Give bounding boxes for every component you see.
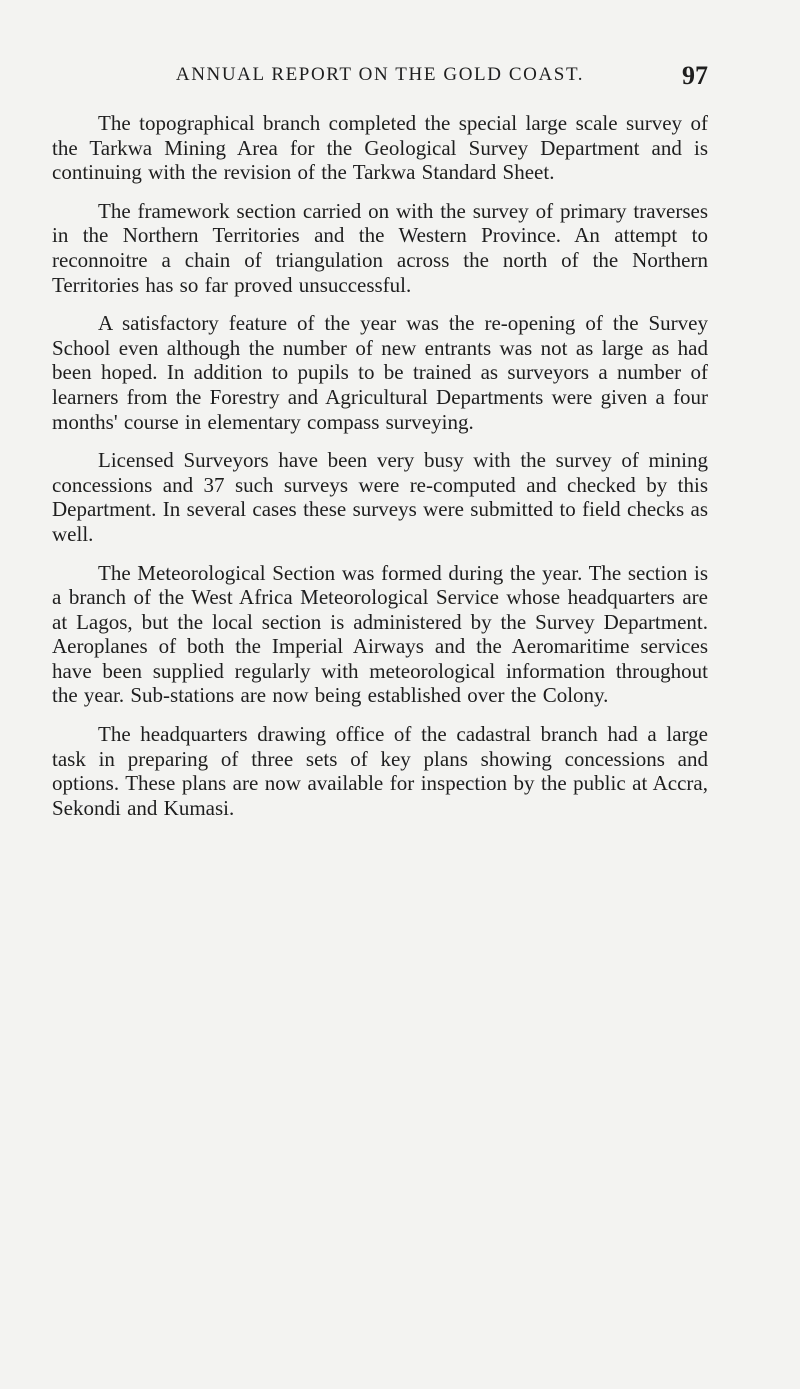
paragraph-drawing-office: The headquarters drawing office of the cadastral branch had a large task in preparing of three sets of key plans showing concessions and options. These plans are now available for inspection by the public at Accra, Sekondi and Kumasi. [52, 722, 708, 820]
running-header [52, 61, 708, 94]
paragraph-meteorological-section: The Meteorological Section was formed during the year. The section is a branch of the West Africa Meteorological Service whose headquarters are at Lagos, but the local section is administered by the Survey Department. Aeroplanes of both the Imperial Airways and the Aeromaritime services have been supplied regularly with meteorological information throughout the year. Sub-stations are now being established over the Colony. [52, 560, 708, 708]
paragraph-framework-section: The framework section carried on with the survey of primary traverses in the Northern Territories and the Western Province. An attempt to reconnoitre a chain of triangulation across the north of the Northern Territories has so far proved unsuccessful. [52, 198, 708, 297]
paragraph-survey-school: A satisfactory feature of the year was the re-opening of the Survey School even although the number of new entrants was not as large as had been hoped. In addition to pupils to be trained as surveyors a number of learners from the Forestry and Agricultural Departments were given a four months' course in elementary compass surveying. [52, 311, 708, 434]
page-number: 97 [682, 61, 708, 90]
paragraph-topographical-branch: The topographical branch completed the special large scale survey of the Tarkwa Mining Area for the Geological Survey Department and is continuing with the revision of the Tarkwa Standard Sheet. [52, 111, 708, 185]
paragraph-licensed-surveyors: Licensed Surveyors have been very busy with the survey of mining concessions and 37 such surveys were re-computed and checked by this Department. In several cases these surveys were submitted to field checks as well. [52, 448, 708, 546]
body-text [52, 111, 708, 834]
running-title: ANNUAL REPORT ON THE GOLD COAST. [175, 64, 585, 85]
